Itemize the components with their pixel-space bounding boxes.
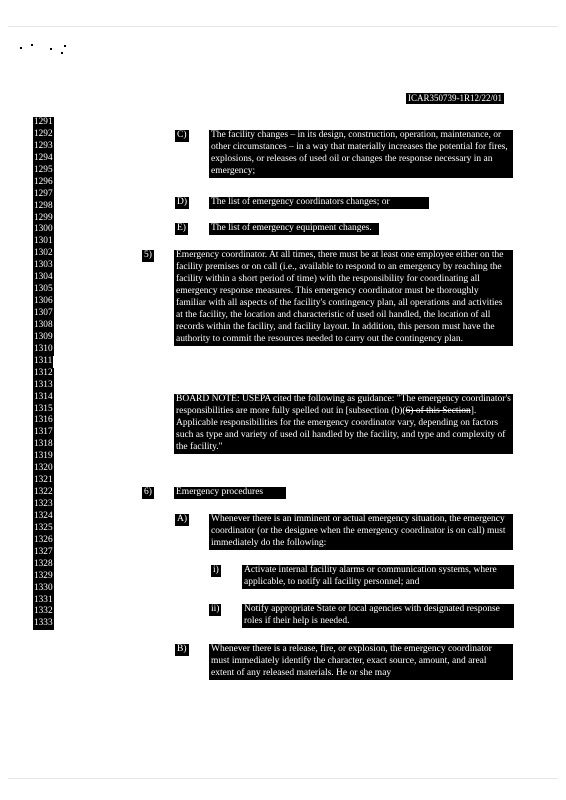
line-number: 1310 bbox=[34, 343, 53, 354]
line-number: 1294 bbox=[34, 152, 53, 163]
line-number: 1297 bbox=[34, 188, 53, 199]
item-6b-text: Whenever there is a release, fire, or explosion, the emergency coordinator must immediately identify the character, exact source, amount, and areal extent of any released materials. He or she may bbox=[209, 644, 513, 680]
line-number: 1320 bbox=[34, 463, 53, 474]
line-number: 1296 bbox=[34, 176, 53, 187]
line-number: 1333 bbox=[34, 618, 53, 629]
section-5-text: Emergency coordinator. At all times, there must be at least one employee either on the facility premises or on call (i.e., available to respond to an emergency by reaching the facility within a short period of time) with the responsibility for coordinating all emergency response measures. This emergency coordinator must be thoroughly familiar with all aspects of the facility's contingency plan, all operations and activities at the facility, the location and characteristic of used oil handled, the location of all records within the facility, and facility layout. In addition, this person must have the authority to commit the resources needed to carry out the contingency plan. bbox=[174, 250, 513, 346]
line-number: 1293 bbox=[34, 140, 53, 151]
line-number: 1315 bbox=[34, 403, 53, 414]
line-number: 1332 bbox=[34, 606, 53, 617]
line-number: 1309 bbox=[34, 331, 53, 342]
line-number: 1300 bbox=[34, 224, 53, 235]
line-number: 1331 bbox=[34, 594, 53, 605]
line-number: 1318 bbox=[34, 439, 53, 450]
line-number: 1326 bbox=[34, 534, 53, 545]
item-c-text: The facility changes – in its design, construction, operation, maintenance, or other circumstances – in a way that materially increases the potential for fires, explosions, or releases of used oil or changes the response necessary in an emergency; bbox=[209, 130, 513, 178]
line-number: 1321 bbox=[34, 475, 53, 486]
line-number: 1328 bbox=[34, 558, 53, 569]
line-number: 1299 bbox=[34, 212, 53, 223]
item-i-text: Activate internal facility alarms or communication systems, where applicable, to notify all facility personnel; and bbox=[242, 565, 514, 589]
line-number: 1305 bbox=[34, 284, 53, 295]
line-number: 1295 bbox=[34, 164, 53, 175]
line-number: 1330 bbox=[34, 582, 53, 593]
top-rule bbox=[8, 26, 558, 27]
line-number: 1314 bbox=[34, 391, 53, 402]
line-number: 1322 bbox=[34, 487, 53, 498]
section-6-marker: 6) bbox=[144, 487, 152, 497]
item-c-marker: C) bbox=[177, 130, 187, 140]
line-number: 1302 bbox=[34, 248, 53, 259]
item-e-marker: E) bbox=[177, 223, 186, 233]
line-number: 1319 bbox=[34, 451, 53, 462]
item-i-marker: i) bbox=[213, 565, 219, 575]
board-note: BOARD NOTE: USEPA cited the following as guidance: "The emergency coordinator's responsibilities are more fully spelled out in [subsection (b)(6) of this Section]. Applicable responsibilities for the emergency coordinator vary, depending on factors such as type and variety of used oil handled by the facility, and type and complexity of the facility." bbox=[174, 394, 513, 454]
line-number: 1303 bbox=[34, 260, 53, 271]
line-number: 1312 bbox=[34, 367, 53, 378]
line-number: 1325 bbox=[34, 522, 53, 533]
line-number-column bbox=[33, 117, 63, 630]
item-6a-marker: A) bbox=[177, 514, 188, 524]
line-number: 1307 bbox=[34, 308, 53, 318]
item-6b-marker: B) bbox=[177, 644, 187, 654]
item-ii-marker: ii) bbox=[211, 604, 220, 614]
line-number: 1292 bbox=[34, 128, 53, 139]
line-number: 1306 bbox=[34, 296, 53, 307]
bottom-rule bbox=[8, 778, 558, 779]
item-ii-text: Notify appropriate State or local agencies with designated response roles if their help is needed. bbox=[242, 604, 514, 628]
line-number: 1301 bbox=[34, 236, 53, 247]
item-6a-text: Whenever there is an imminent or actual emergency situation, the emergency coordinator (or the designee when the emergency coordinator is on call) must immediately do the following: bbox=[209, 514, 513, 550]
line-number: 1327 bbox=[34, 546, 53, 557]
line-number: 1308 bbox=[34, 319, 53, 330]
section-6-title: Emergency procedures bbox=[174, 487, 286, 499]
item-d-marker: D) bbox=[177, 197, 188, 207]
line-number: 1313 bbox=[34, 379, 53, 390]
item-d-text: The list of emergency coordinators changes; or bbox=[209, 197, 429, 209]
line-number: 1316 bbox=[34, 415, 53, 426]
line-number: 1324 bbox=[34, 510, 53, 521]
line-number: 1291 bbox=[34, 117, 53, 127]
line-number: 1304 bbox=[34, 272, 53, 283]
line-number: 1323 bbox=[34, 499, 53, 509]
document-id-header: ICAR350739-1R12/22/01 bbox=[407, 93, 502, 103]
line-number: 1311 bbox=[34, 355, 53, 366]
item-e-text: The list of emergency equipment changes. bbox=[209, 223, 379, 235]
line-number: 1317 bbox=[34, 427, 53, 438]
line-number: 1298 bbox=[34, 200, 53, 211]
struck-text: 6) of this Section bbox=[405, 405, 471, 416]
section-5-marker: 5) bbox=[144, 250, 152, 260]
line-number: 1329 bbox=[34, 570, 53, 581]
